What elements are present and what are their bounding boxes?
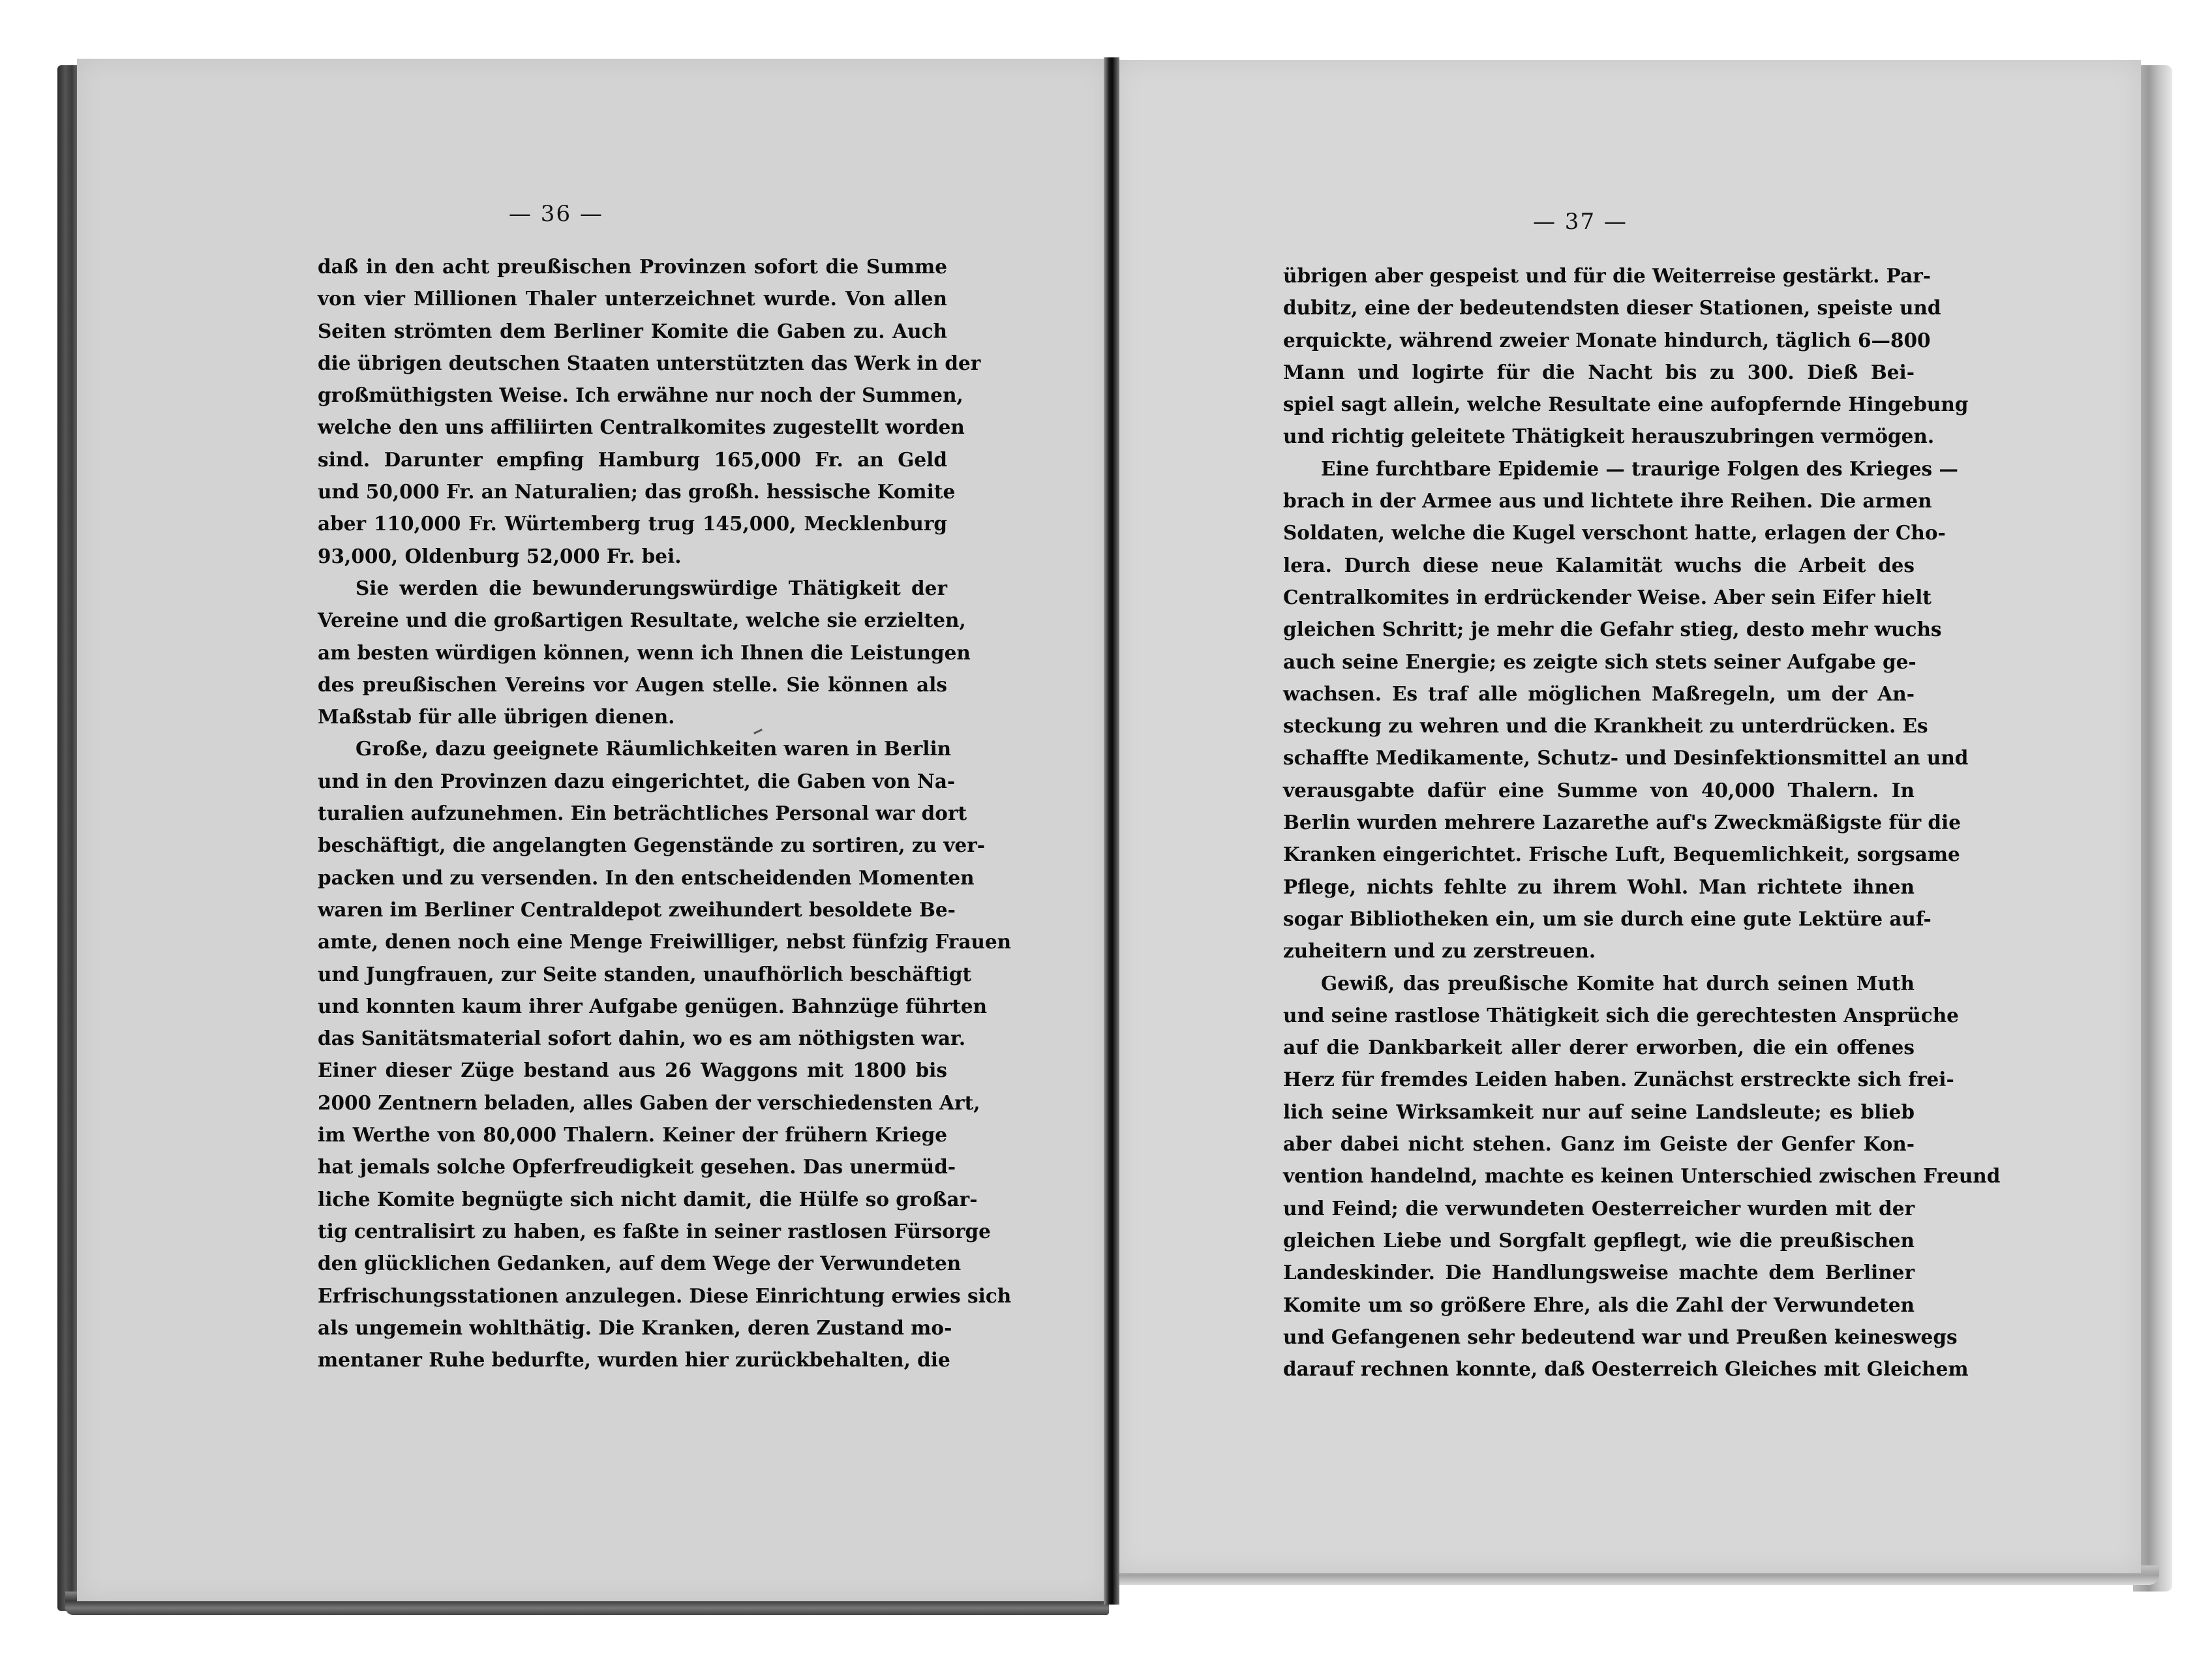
text-line: Soldaten, welche die Kugel verschont hatte, erlagen der Cho- <box>1283 521 1946 545</box>
text-line: Pflege, nichts fehlte zu ihrem Wohl. Man richtete ihnen <box>1283 875 1915 898</box>
text-line: darauf rechnen konnte, daß Oesterreich Gleiches mit Gleichem <box>1283 1357 1969 1381</box>
text-line: amte, denen noch eine Menge Freiwilliger, nebst fünfzig Frauen <box>318 930 1012 954</box>
text-line: hat jemals solche Opferfreudigkeit gesehen. Das unermüd- <box>318 1155 956 1179</box>
text-line: daß in den acht preußischen Provinzen sofort die Summe <box>318 255 947 278</box>
text-line: Berlin wurden mehrere Lazarethe auf's Zweckmäßigste für die <box>1283 811 1962 834</box>
text-line: Centralkomites in erdrückender Weise. Aber sein Eifer hielt <box>1283 585 1932 609</box>
text-line: spiel sagt allein, welche Resultate eine aufopfernde Hingebung <box>1283 393 1969 416</box>
text-line: Maßstab für alle übrigen dienen. <box>318 705 675 729</box>
text-line: und seine rastlose Thätigkeit sich die gerechtesten Ansprüche <box>1283 1003 1959 1027</box>
text-line: liche Komite begnügte sich nicht damit, die Hülfe so großar- <box>318 1187 978 1211</box>
text-line: aber dabei nicht stehen. Ganz im Geiste der Genfer Kon- <box>1283 1132 1915 1156</box>
text-line: Sie werden die bewunderungswürdige Thätigkeit der <box>356 576 947 599</box>
text-line: und Gefangenen sehr bedeutend war und Preußen keineswegs <box>1283 1325 1958 1348</box>
text-line: dubitz, eine der bedeutendsten dieser Stationen, speiste und <box>1283 296 1941 320</box>
text-line: Seiten strömten dem Berliner Komite die Gaben zu. Auch <box>318 319 947 342</box>
book-gutter <box>1104 57 1119 1605</box>
text-line: lera. Durch diese neue Kalamität wuchs die Arbeit des <box>1283 553 1915 577</box>
text-line: auf die Dankbarkeit aller derer erworben, die ein offenes <box>1283 1036 1915 1059</box>
text-line: wachsen. Es traf alle möglichen Maßregeln, um der An- <box>1283 682 1915 705</box>
text-line: und 50,000 Fr. an Naturalien; das großh. hessische Komite <box>318 480 956 504</box>
text-line: turalien aufzunehmen. Ein beträchtliches Personal war dort <box>318 802 967 825</box>
text-line: und Feind; die verwundeten Oesterreicher wurden mit der <box>1283 1196 1915 1220</box>
text-line: gleichen Liebe und Sorgfalt gepflegt, wie die preußischen <box>1283 1228 1915 1252</box>
text-line: Kranken eingerichtet. Frische Luft, Bequemlichkeit, sorgsame <box>1283 843 1960 866</box>
text-line: sind. Darunter empfing Hamburg 165,000 Fr. an Geld <box>318 447 947 471</box>
text-line: tig centralisirt zu haben, es faßte in seiner rastlosen Fürsorge <box>318 1219 991 1243</box>
text-line: Eine furchtbare Epidemie — traurige Folgen des Krieges — <box>1321 457 1958 480</box>
text-line: mentaner Ruhe bedurfte, wurden hier zurückbehalten, die <box>318 1348 950 1372</box>
text-line: den glücklichen Gedanken, auf dem Wege der Verwundeten <box>318 1252 962 1275</box>
text-line: zuheitern und zu zerstreuen. <box>1283 939 1596 963</box>
text-line: und in den Provinzen dazu eingerichtet, die Gaben von Na- <box>318 769 956 792</box>
text-line: und konnten kaum ihrer Aufgabe genügen. Bahnzüge führten <box>318 994 988 1018</box>
text-line: gleichen Schritt; je mehr die Gefahr stieg, desto mehr wuchs <box>1283 618 1942 641</box>
text-line: 93,000, Oldenburg 52,000 Fr. bei. <box>318 544 682 567</box>
text-line: Herz für fremdes Leiden haben. Zunächst erstreckte sich frei- <box>1283 1068 1954 1091</box>
text-line: von vier Millionen Thaler unterzeichnet wurde. Von allen <box>318 287 947 310</box>
text-line: lich seine Wirksamkeit nur auf seine Landsleute; es blieb <box>1283 1100 1915 1123</box>
text-line: welche den uns affiliirten Centralkomites zugestellt worden <box>318 415 965 439</box>
text-line: 2000 Zentnern beladen, alles Gaben der verschiedensten Art, <box>318 1091 980 1114</box>
text-line: beschäftigt, die angelangten Gegenstände zu sortiren, zu ver- <box>318 834 986 857</box>
text-line: Vereine und die großartigen Resultate, welche sie erzielten, <box>318 609 966 632</box>
text-line: als ungemein wohlthätig. Die Kranken, deren Zustand mo- <box>318 1316 952 1339</box>
text-line: aber 110,000 Fr. Würtemberg trug 145,000, Mecklenburg <box>318 512 947 536</box>
text-line: Große, dazu geeignete Räumlichkeiten waren in Berlin <box>356 737 952 761</box>
text-line: sogar Bibliotheken ein, um sie durch eine gute Lektüre auf- <box>1283 907 1932 930</box>
text-line: großmüthigsten Weise. Ich erwähne nur noch der Summen, <box>318 384 963 407</box>
left-page-number: — 36 — <box>509 201 603 227</box>
text-line: und Jungfrauen, zur Seite standen, unaufhörlich beschäftigt <box>318 962 972 986</box>
text-line: steckung zu wehren und die Krankheit zu unterdrücken. Es <box>1283 714 1928 738</box>
text-line: Mann und logirte für die Nacht bis zu 300. Dieß Bei- <box>1283 360 1915 384</box>
text-line: erquickte, während zweier Monate hindurch, täglich 6—800 <box>1283 328 1931 352</box>
right-page-number: — 37 — <box>1533 209 1628 235</box>
text-line: schaffte Medikamente, Schutz- und Desinfektionsmittel an und <box>1283 746 1969 770</box>
text-line: brach in der Armee aus und lichtete ihre Reihen. Die armen <box>1283 489 1932 513</box>
text-line: auch seine Energie; es zeigte sich stets seiner Aufgabe ge- <box>1283 650 1917 673</box>
text-line: Komite um so größere Ehre, als die Zahl der Verwundeten <box>1283 1293 1915 1316</box>
text-line: verausgabte dafür eine Summe von 40,000 Thalern. In <box>1283 778 1915 802</box>
right-page-text-block <box>1283 260 2001 1385</box>
text-line: Erfrischungsstationen anzulegen. Diese Einrichtung erwies sich <box>318 1284 1012 1307</box>
text-line: des preußischen Vereins vor Augen stelle. Sie können als <box>318 672 947 696</box>
text-line: die übrigen deutschen Staaten unterstützten das Werk in der <box>318 351 981 374</box>
text-line: Landeskinder. Die Handlungsweise machte dem Berliner <box>1283 1261 1915 1284</box>
left-page-text-block <box>318 250 1012 1376</box>
text-line: packen und zu versenden. In den entscheidenden Momenten <box>318 866 975 889</box>
text-line: und richtig geleitete Thätigkeit herauszubringen vermögen. <box>1283 425 1935 448</box>
text-line: im Werthe von 80,000 Thalern. Keiner der frühern Kriege <box>318 1123 947 1147</box>
text-line: das Sanitätsmaterial sofort dahin, wo es am nöthigsten war. <box>318 1027 966 1050</box>
text-line: am besten würdigen können, wenn ich Ihnen die Leistungen <box>318 641 971 664</box>
text-line: vention handelnd, machte es keinen Unterschied zwischen Freund <box>1283 1164 2001 1188</box>
text-line: Gewiß, das preußische Komite hat durch seinen Muth <box>1321 971 1915 995</box>
text-line: übrigen aber gespeist und für die Weiterreise gestärkt. Par- <box>1283 264 1931 287</box>
text-line: waren im Berliner Centraldepot zweihundert besoldete Be- <box>318 898 956 921</box>
text-line: Einer dieser Züge bestand aus 26 Waggons mit 1800 bis <box>318 1059 947 1082</box>
